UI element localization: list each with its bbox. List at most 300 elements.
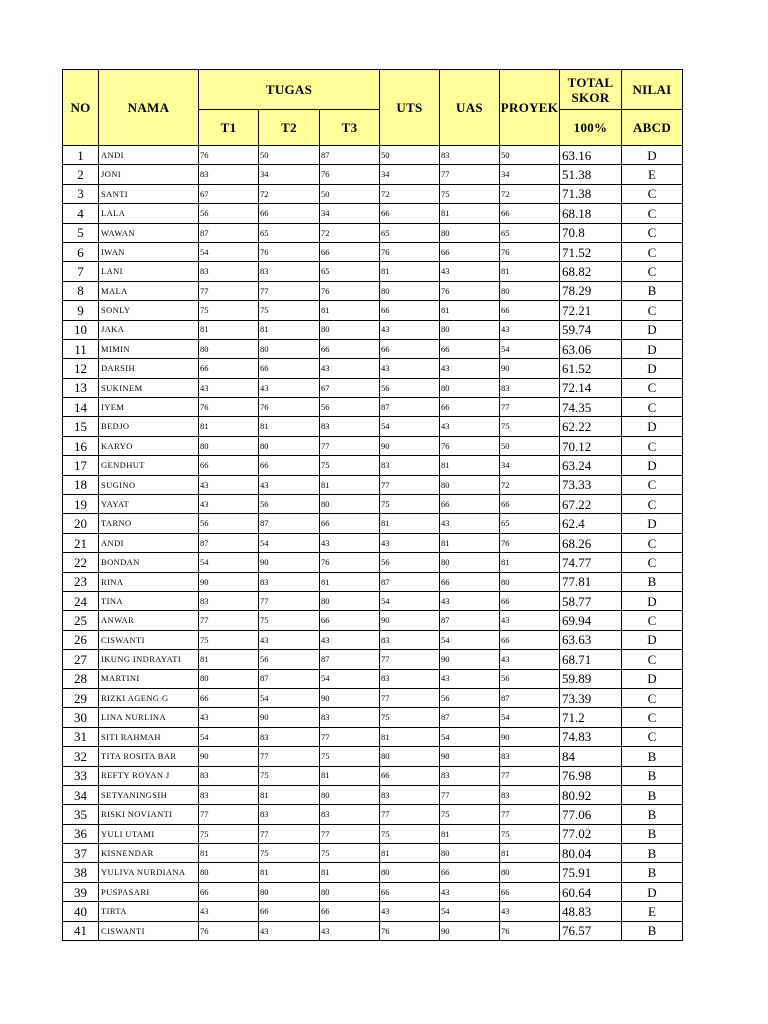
proyek-score: 81 [500,262,560,281]
uts-score: 80 [380,863,440,882]
table-row [63,146,683,165]
grade-letter: B [622,805,683,824]
table-row [63,339,683,358]
uts-score: 77 [380,650,440,669]
t1-score: 77 [199,611,259,630]
total-score: 77.02 [560,824,622,843]
total-score: 80.92 [560,785,622,804]
t2-score: 81 [259,785,320,804]
student-name: WAWAN [99,223,199,242]
uts-score: 43 [380,320,440,339]
uas-score: 66 [440,242,500,261]
proyek-score: 90 [500,727,560,746]
proyek-score: 77 [500,805,560,824]
t2-score: 77 [259,591,320,610]
total-score: 68.71 [560,650,622,669]
row-number: 14 [63,398,99,417]
uts-score: 76 [380,242,440,261]
t1-score: 75 [199,824,259,843]
proyek-score: 87 [500,688,560,707]
uts-score: 83 [380,630,440,649]
t3-score: 80 [320,591,380,610]
student-name: KISNENDAR [99,844,199,863]
grade-letter: D [622,146,683,165]
t1-score: 81 [199,650,259,669]
t2-score: 81 [259,863,320,882]
table-row [63,184,683,203]
uas-score: 90 [440,650,500,669]
header-total-unit: 100% [560,110,622,146]
t2-score: 43 [259,378,320,397]
uts-score: 87 [380,572,440,591]
row-number: 16 [63,436,99,455]
uas-score: 81 [440,824,500,843]
t1-score: 81 [199,844,259,863]
t3-score: 67 [320,378,380,397]
grade-letter: D [622,630,683,649]
total-score: 63.63 [560,630,622,649]
t2-score: 75 [259,766,320,785]
grade-letter: C [622,378,683,397]
student-name: KARYO [99,436,199,455]
row-number: 36 [63,824,99,843]
proyek-score: 43 [500,650,560,669]
total-score: 84 [560,747,622,766]
uas-score: 66 [440,495,500,514]
t2-score: 72 [259,184,320,203]
t2-score: 75 [259,611,320,630]
table-row [63,785,683,804]
proyek-score: 54 [500,708,560,727]
student-name: IKUNG INDRAYATI [99,650,199,669]
t3-score: 76 [320,165,380,184]
t1-score: 87 [199,223,259,242]
proyek-score: 81 [500,553,560,572]
t3-score: 43 [320,533,380,552]
grade-letter: C [622,611,683,630]
proyek-score: 72 [500,475,560,494]
student-name: ANDI [99,533,199,552]
total-score: 76.57 [560,921,622,940]
header-total-line1: TOTAL [567,74,614,90]
proyek-score: 66 [500,882,560,901]
t1-score: 54 [199,553,259,572]
proyek-score: 83 [500,378,560,397]
uts-score: 65 [380,223,440,242]
t1-score: 67 [199,184,259,203]
table-row [63,204,683,223]
row-number: 11 [63,339,99,358]
uas-score: 75 [440,184,500,203]
uts-score: 66 [380,882,440,901]
table-row [63,650,683,669]
row-number: 37 [63,844,99,863]
t3-score: 81 [320,301,380,320]
uts-score: 54 [380,417,440,436]
total-score: 63.24 [560,456,622,475]
row-number: 22 [63,553,99,572]
uas-score: 43 [440,262,500,281]
t3-score: 77 [320,727,380,746]
t3-score: 75 [320,456,380,475]
grade-letter: C [622,553,683,572]
grade-letter: C [622,398,683,417]
uas-score: 77 [440,785,500,804]
t3-score: 83 [320,805,380,824]
row-number: 41 [63,921,99,940]
student-name: SANTI [99,184,199,203]
t1-score: 66 [199,688,259,707]
t1-score: 56 [199,204,259,223]
t1-score: 81 [199,320,259,339]
uas-score: 80 [440,223,500,242]
table-row [63,572,683,591]
t3-score: 66 [320,242,380,261]
t1-score: 76 [199,921,259,940]
uts-score: 56 [380,378,440,397]
grade-letter: D [622,417,683,436]
t2-score: 81 [259,417,320,436]
t2-score: 66 [259,359,320,378]
proyek-score: 65 [500,223,560,242]
row-number: 27 [63,650,99,669]
grade-letter: C [622,475,683,494]
total-score: 59.89 [560,669,622,688]
total-score: 48.83 [560,902,622,921]
t3-score: 65 [320,262,380,281]
grade-letter: B [622,824,683,843]
grade-letter: C [622,495,683,514]
student-name: MARTINI [99,669,199,688]
t1-score: 83 [199,165,259,184]
t1-score: 83 [199,262,259,281]
row-number: 19 [63,495,99,514]
t3-score: 87 [320,146,380,165]
t1-score: 90 [199,747,259,766]
t2-score: 77 [259,281,320,300]
total-score: 73.33 [560,475,622,494]
uas-score: 76 [440,281,500,300]
row-number: 4 [63,204,99,223]
grade-letter: B [622,766,683,785]
student-name: TINA [99,591,199,610]
uas-score: 77 [440,165,500,184]
uas-score: 80 [440,475,500,494]
proyek-score: 80 [500,281,560,300]
t3-score: 81 [320,863,380,882]
t2-score: 50 [259,146,320,165]
t3-score: 76 [320,281,380,300]
total-score: 74.35 [560,398,622,417]
t3-score: 76 [320,553,380,572]
uts-score: 90 [380,436,440,455]
row-number: 33 [63,766,99,785]
proyek-score: 66 [500,495,560,514]
uts-score: 66 [380,301,440,320]
t3-score: 66 [320,339,380,358]
uas-score: 43 [440,669,500,688]
table-row [63,301,683,320]
t2-score: 43 [259,475,320,494]
t2-score: 54 [259,688,320,707]
t1-score: 66 [199,456,259,475]
table-row [63,747,683,766]
t1-score: 77 [199,805,259,824]
t3-score: 81 [320,475,380,494]
grade-letter: C [622,184,683,203]
proyek-score: 34 [500,165,560,184]
t2-score: 65 [259,223,320,242]
student-name: REFTY ROYAN J [99,766,199,785]
table-row [63,417,683,436]
total-score: 77.81 [560,572,622,591]
t1-score: 54 [199,727,259,746]
t1-score: 43 [199,708,259,727]
student-name: BEDJO [99,417,199,436]
row-number: 38 [63,863,99,882]
total-score: 75.91 [560,863,622,882]
row-number: 6 [63,242,99,261]
total-score: 70.8 [560,223,622,242]
uts-score: 72 [380,184,440,203]
t3-score: 75 [320,844,380,863]
uts-score: 43 [380,359,440,378]
uts-score: 77 [380,475,440,494]
row-number: 21 [63,533,99,552]
row-number: 7 [63,262,99,281]
t2-score: 87 [259,514,320,533]
table-row [63,223,683,242]
uts-score: 43 [380,533,440,552]
t2-score: 75 [259,301,320,320]
t3-score: 75 [320,747,380,766]
uas-score: 66 [440,572,500,591]
row-number: 15 [63,417,99,436]
proyek-score: 43 [500,902,560,921]
header-tugas: TUGAS [199,70,380,110]
t3-score: 87 [320,650,380,669]
t3-score: 83 [320,708,380,727]
uts-score: 83 [380,785,440,804]
grade-letter: C [622,436,683,455]
total-score: 71.2 [560,708,622,727]
uts-score: 83 [380,456,440,475]
total-score: 60.64 [560,882,622,901]
proyek-score: 90 [500,359,560,378]
student-name: ANWAR [99,611,199,630]
table-row [63,320,683,339]
uas-score: 81 [440,456,500,475]
t3-score: 72 [320,223,380,242]
header-t3: T3 [320,110,380,146]
t2-score: 83 [259,572,320,591]
student-name: LALA [99,204,199,223]
uas-score: 43 [440,417,500,436]
uts-score: 56 [380,553,440,572]
grade-letter: C [622,727,683,746]
uas-score: 81 [440,204,500,223]
uts-score: 90 [380,611,440,630]
t3-score: 43 [320,921,380,940]
proyek-score: 83 [500,785,560,804]
grade-letter: D [622,359,683,378]
student-name: SITI RAHMAH [99,727,199,746]
grade-letter: C [622,301,683,320]
table-row [63,630,683,649]
proyek-score: 75 [500,824,560,843]
table-row [63,921,683,940]
table-row [63,708,683,727]
t3-score: 34 [320,204,380,223]
student-name: JAKA [99,320,199,339]
proyek-score: 54 [500,339,560,358]
t3-score: 90 [320,688,380,707]
uts-score: 87 [380,398,440,417]
row-number: 29 [63,688,99,707]
header-total-skor [560,70,622,110]
uas-score: 80 [440,844,500,863]
proyek-score: 83 [500,747,560,766]
t1-score: 80 [199,863,259,882]
table-row [63,456,683,475]
uts-score: 81 [380,844,440,863]
t1-score: 76 [199,146,259,165]
uts-score: 54 [380,591,440,610]
student-name: SONLY [99,301,199,320]
table-row [63,398,683,417]
t3-score: 66 [320,514,380,533]
row-number: 13 [63,378,99,397]
table-row [63,591,683,610]
uts-score: 43 [380,902,440,921]
t2-score: 81 [259,320,320,339]
total-score: 67.22 [560,495,622,514]
proyek-score: 34 [500,456,560,475]
table-row [63,688,683,707]
uas-score: 54 [440,902,500,921]
t1-score: 43 [199,902,259,921]
total-score: 62.4 [560,514,622,533]
proyek-score: 76 [500,242,560,261]
t1-score: 83 [199,766,259,785]
row-number: 25 [63,611,99,630]
uts-score: 81 [380,727,440,746]
proyek-score: 65 [500,514,560,533]
uts-score: 80 [380,281,440,300]
uas-score: 43 [440,882,500,901]
student-name: ANDI [99,146,199,165]
row-number: 9 [63,301,99,320]
uas-score: 80 [440,378,500,397]
proyek-score: 66 [500,591,560,610]
row-number: 30 [63,708,99,727]
total-score: 63.06 [560,339,622,358]
uas-score: 43 [440,359,500,378]
proyek-score: 77 [500,398,560,417]
t3-score: 80 [320,882,380,901]
uts-score: 66 [380,339,440,358]
grade-letter: B [622,572,683,591]
total-score: 61.52 [560,359,622,378]
grade-letter: D [622,339,683,358]
t1-score: 76 [199,398,259,417]
proyek-score: 66 [500,301,560,320]
total-score: 63.16 [560,146,622,165]
t2-score: 66 [259,456,320,475]
t1-score: 90 [199,572,259,591]
t1-score: 75 [199,301,259,320]
student-name: MIMIN [99,339,199,358]
row-number: 23 [63,572,99,591]
uts-score: 77 [380,805,440,824]
header-uts: UTS [380,70,440,146]
grade-letter: C [622,708,683,727]
t2-score: 43 [259,921,320,940]
t3-score: 83 [320,417,380,436]
t2-score: 66 [259,902,320,921]
grade-letter: D [622,456,683,475]
uts-score: 75 [380,824,440,843]
table-row [63,514,683,533]
table-row [63,863,683,882]
t1-score: 81 [199,417,259,436]
t1-score: 75 [199,630,259,649]
table-row [63,844,683,863]
uas-score: 66 [440,863,500,882]
total-score: 77.06 [560,805,622,824]
student-name: RINA [99,572,199,591]
table-row [63,553,683,572]
uas-score: 80 [440,320,500,339]
table-row [63,242,683,261]
table-row [63,611,683,630]
t1-score: 66 [199,882,259,901]
row-number: 28 [63,669,99,688]
grade-letter: C [622,223,683,242]
row-number: 18 [63,475,99,494]
total-score: 78.29 [560,281,622,300]
table-row [63,669,683,688]
grade-letter: E [622,902,683,921]
total-score: 69.94 [560,611,622,630]
grade-letter: C [622,688,683,707]
t2-score: 80 [259,339,320,358]
t1-score: 83 [199,591,259,610]
t1-score: 80 [199,669,259,688]
t3-score: 66 [320,902,380,921]
row-number: 1 [63,146,99,165]
t3-score: 43 [320,359,380,378]
uas-score: 90 [440,921,500,940]
t2-score: 43 [259,630,320,649]
uts-score: 83 [380,669,440,688]
proyek-score: 75 [500,417,560,436]
grade-letter: B [622,281,683,300]
t3-score: 80 [320,495,380,514]
table-row [63,359,683,378]
row-number: 2 [63,165,99,184]
total-score: 71.52 [560,242,622,261]
t2-score: 90 [259,708,320,727]
student-name: LANI [99,262,199,281]
uts-score: 75 [380,708,440,727]
student-name: JONI [99,165,199,184]
table-row [63,281,683,300]
total-score: 59.74 [560,320,622,339]
uts-score: 50 [380,146,440,165]
total-score: 74.77 [560,553,622,572]
grade-letter: C [622,262,683,281]
